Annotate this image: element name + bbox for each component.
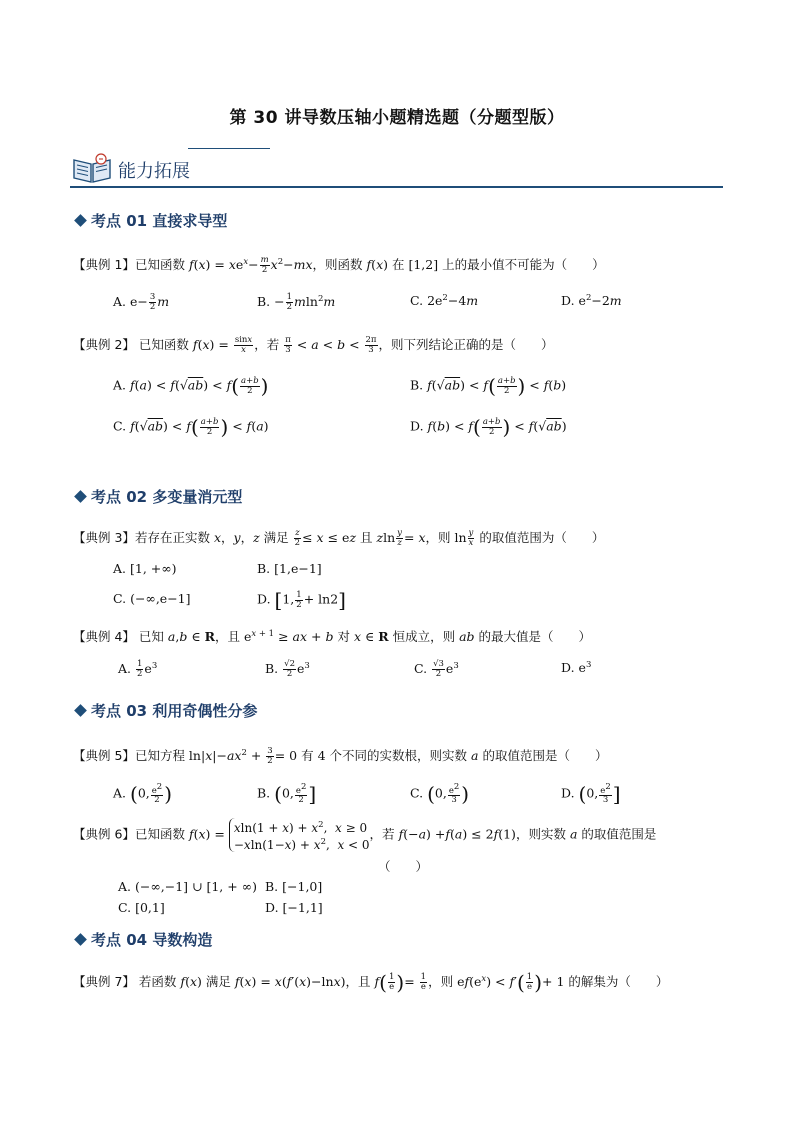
page-title: 第 30 讲导数压轴小题精选题（分题型版）	[229, 108, 565, 128]
question-7: 【典例 7】 若函数 f(x) 满足 f(x) = x(f′(x)−lnx)，且 f( $\frac{1}{e}$ )= $\frac{1}{e}$ ，则 $ef(e^x) < f'$( $\frac{1}{e}$ )+ 1 的解集为（ ）	[73, 970, 669, 995]
q6-option-a: A. (−∞,−1] ∪ [1, + ∞)	[118, 879, 257, 894]
q1-option-c: C. $2e^2-4m$	[410, 293, 479, 309]
section-heading-4: 考点 04 导数构造	[76, 929, 212, 950]
banner-rule	[70, 186, 723, 188]
q3-option-d: D. [1, $\frac{1}{2}$ + ln2]	[257, 588, 346, 612]
q4-option-c: C. $\frac{√3}{2}$ $e^3$	[414, 659, 459, 679]
q3-option-a: A. [1, +∞)	[113, 561, 177, 576]
q1-option-a: A. e− $\frac{3}{2}$ m	[113, 292, 170, 312]
banner-label: 能力拓展	[118, 161, 190, 182]
q5-option-b: B. (0, $\frac{e2}{2}$ ]	[257, 781, 317, 806]
question-4: 【典例 4】 已知 a,b ∈ R，且 $e^{x + 1}$ ≥ ax + b 对 x ∈ R 恒成立，则 ab 的最大值是（ ）	[73, 629, 592, 645]
question-5: 【典例 5】已知方程 $\ln|x|-ax^2$ + $\frac{3}{2}$ = 0 有 4 个不同的实数根，则实数 a 的取值范围是（ ）	[73, 746, 608, 767]
q6-option-b: B. [−1,0]	[265, 879, 323, 894]
book-icon	[72, 152, 112, 184]
q1-option-b: B. − $\frac{1}{2}$ mln$^2$m	[257, 292, 336, 312]
q5-option-c: C. (0, $\frac{e2}{3}$ )	[410, 781, 470, 806]
section-banner	[70, 148, 723, 188]
question-2: 【典例 2】 已知函数 f(x) = $\frac{\sin x}{x}$ ，若 $\frac{\pi}{3}$ < a < b < $\frac{2\pi}{3}$ ，则下列结论正确的是（ ）	[73, 335, 554, 355]
diamond-icon	[74, 490, 87, 503]
section-heading-3: 考点 03 利用奇偶性分参	[76, 700, 257, 721]
question-6: 【典例 6】已知函数 $f(x) = xln(1 + x) + x^2$, x ≥ 0 $-xln(1-x) + x^2$, x < 0，若 f(−a) +f(a) ≤ 2f(1)，则实数 a 的取值范围是	[73, 820, 657, 852]
diamond-icon	[74, 704, 87, 717]
q4-option-a: A. $\frac{1}{2}$ $e^3$	[118, 659, 158, 679]
question-3: 【典例 3】若存在正实数 x，y，z 满足 $\frac{z}{2}$ ≤ x ≤ ez 且 zln $\frac{y}{z}$ = x，则 ln $\frac{y}{x}$ 的取值范围为（ ）	[73, 528, 605, 548]
section-heading-1: 考点 01 直接求导型	[76, 210, 227, 231]
q4-option-d: D. $e^3$	[561, 660, 592, 676]
section-heading-2: 考点 02 多变量消元型	[76, 486, 242, 507]
q6-option-c: C. [0,1]	[118, 900, 165, 915]
q3-option-b: B. [1,e−1]	[257, 561, 322, 576]
diamond-icon	[74, 933, 87, 946]
diamond-icon	[74, 214, 87, 227]
q6-answer-paren: （ ）	[378, 859, 429, 874]
q5-option-a: A. (0, $\frac{e2}{2}$ )	[113, 781, 173, 806]
q5-option-d: D. (0, $\frac{e2}{3}$ ]	[561, 781, 621, 806]
banner-top-line	[188, 148, 270, 149]
q6-option-d: D. [−1,1]	[265, 900, 323, 915]
q2-option-d: D. f(b) < f( $\frac{a+b}{2}$ ) < f(√ab)	[410, 415, 567, 439]
q4-option-b: B. $\frac{√2}{2}$ $e^3$	[265, 659, 310, 679]
question-1: 【典例 1】已知函数 $f(x) = xe^x-$ $\frac{m}{2}$ $x^2-mx$，则函数 f(x) 在 [1,2] 上的最小值不可能为（ ）	[73, 255, 605, 276]
q2-option-a: A. f(a) < f(√ab) < f( $\frac{a+b}{2}$ )	[113, 374, 269, 398]
q2-option-b: B. f(√ab) < f( $\frac{a+b}{2}$ ) < f(b)	[410, 374, 567, 398]
piecewise-system: $xln(1 + x) + x^2$, x ≥ 0 $-xln(1-x) + x^2$, x < 0	[229, 818, 370, 852]
q3-option-c: C. (−∞,e−1]	[113, 591, 191, 606]
q2-option-c: C. f(√ab) < f( $\frac{a+b}{2}$ ) < f(a)	[113, 415, 269, 439]
q1-option-d: D. $e^2-2m$	[561, 293, 622, 309]
